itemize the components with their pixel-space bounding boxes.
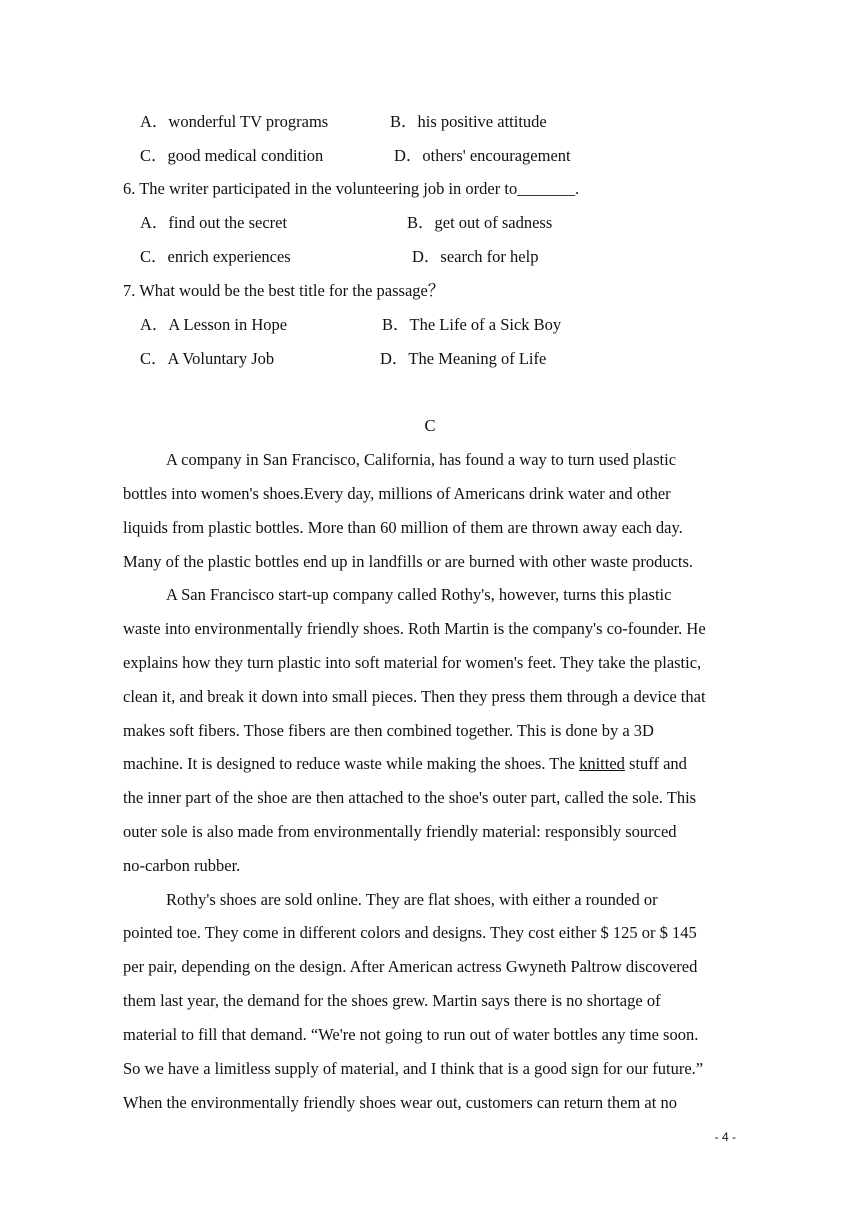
passage-line: the inner part of the shoe are then attached to the shoe's outer part, called the sole. This <box>123 788 697 807</box>
q6-option-d: D．search for help <box>412 247 539 266</box>
passage-line: them last year, the demand for the shoes grew. Martin says there is no shortage of <box>123 991 661 1010</box>
passage-line: no-carbon rubber. <box>123 856 241 875</box>
passage-line: makes soft fibers. Those fibers are then combined together. This is done by a 3D <box>123 721 654 740</box>
passage-line: Rothy's shoes are sold online. They are flat shoes, with either a rounded or <box>166 890 658 909</box>
q6-option-a: A．find out the secret <box>140 213 288 232</box>
passage-line: When the environmentally friendly shoes wear out, customers can return them at no <box>123 1093 677 1112</box>
passage-line: pointed toe. They come in different colors and designs. They cost either $ 125 or $ 145 <box>123 923 697 942</box>
q7-option-b: B．The Life of a Sick Boy <box>382 315 562 334</box>
passage-line: A San Francisco start-up company called Rothy's, however, turns this plastic <box>166 585 672 604</box>
passage-line: clean it, and break it down into small pieces. Then they press them through a device that <box>123 687 706 706</box>
underlined-word: knitted <box>579 754 625 773</box>
passage-line: per pair, depending on the design. After American actress Gwyneth Paltrow discovered <box>123 957 698 976</box>
q6-option-c: C．enrich experiences <box>140 247 291 266</box>
passage-line: Many of the plastic bottles end up in landfills or are burned with other waste products. <box>123 552 694 571</box>
passage-text: machine. It is designed to reduce waste while making the shoes. The <box>123 754 580 773</box>
passage-line: outer sole is also made from environmentally friendly material: responsibly sourced <box>123 822 677 841</box>
q5-option-d: D．others' encouragement <box>394 146 571 165</box>
passage-line: A company in San Francisco, California, has found a way to turn used plastic <box>166 450 677 469</box>
q5-option-c: C．good medical condition <box>140 146 324 165</box>
section-heading: C <box>424 416 436 435</box>
passage-line: So we have a limitless supply of material, and I think that is a good sign for our future.” <box>123 1059 704 1078</box>
passage-line: explains how they turn plastic into soft material for women's feet. They take the plastic, <box>123 653 702 672</box>
page-number: - 4 - <box>714 1130 736 1144</box>
q7-stem: 7. What would be the best title for the passage？ <box>123 281 445 300</box>
q7-option-a: A．A Lesson in Hope <box>140 315 288 334</box>
q5-option-a: A．wonderful TV programs <box>140 112 329 131</box>
q6-option-b: B．get out of sadness <box>407 213 553 232</box>
passage-line: material to fill that demand. “We're not going to run out of water bottles any time soon. <box>123 1025 699 1044</box>
q7-option-c: C．A Voluntary Job <box>140 349 275 368</box>
passage-line: waste into environmentally friendly shoes. Roth Martin is the company's co-founder. He <box>123 619 706 638</box>
q6-stem: 6. The writer participated in the volunteering job in order to_______. <box>123 179 580 198</box>
passage-line: liquids from plastic bottles. More than 60 million of them are thrown away each day. <box>123 518 683 537</box>
passage-line <box>123 754 687 774</box>
passage-text: stuff and <box>624 754 687 773</box>
q5-option-b: B．his positive attitude <box>390 112 547 131</box>
passage-line: bottles into women's shoes.Every day, millions of Americans drink water and other <box>123 484 671 503</box>
q7-option-d: D．The Meaning of Life <box>380 349 547 368</box>
